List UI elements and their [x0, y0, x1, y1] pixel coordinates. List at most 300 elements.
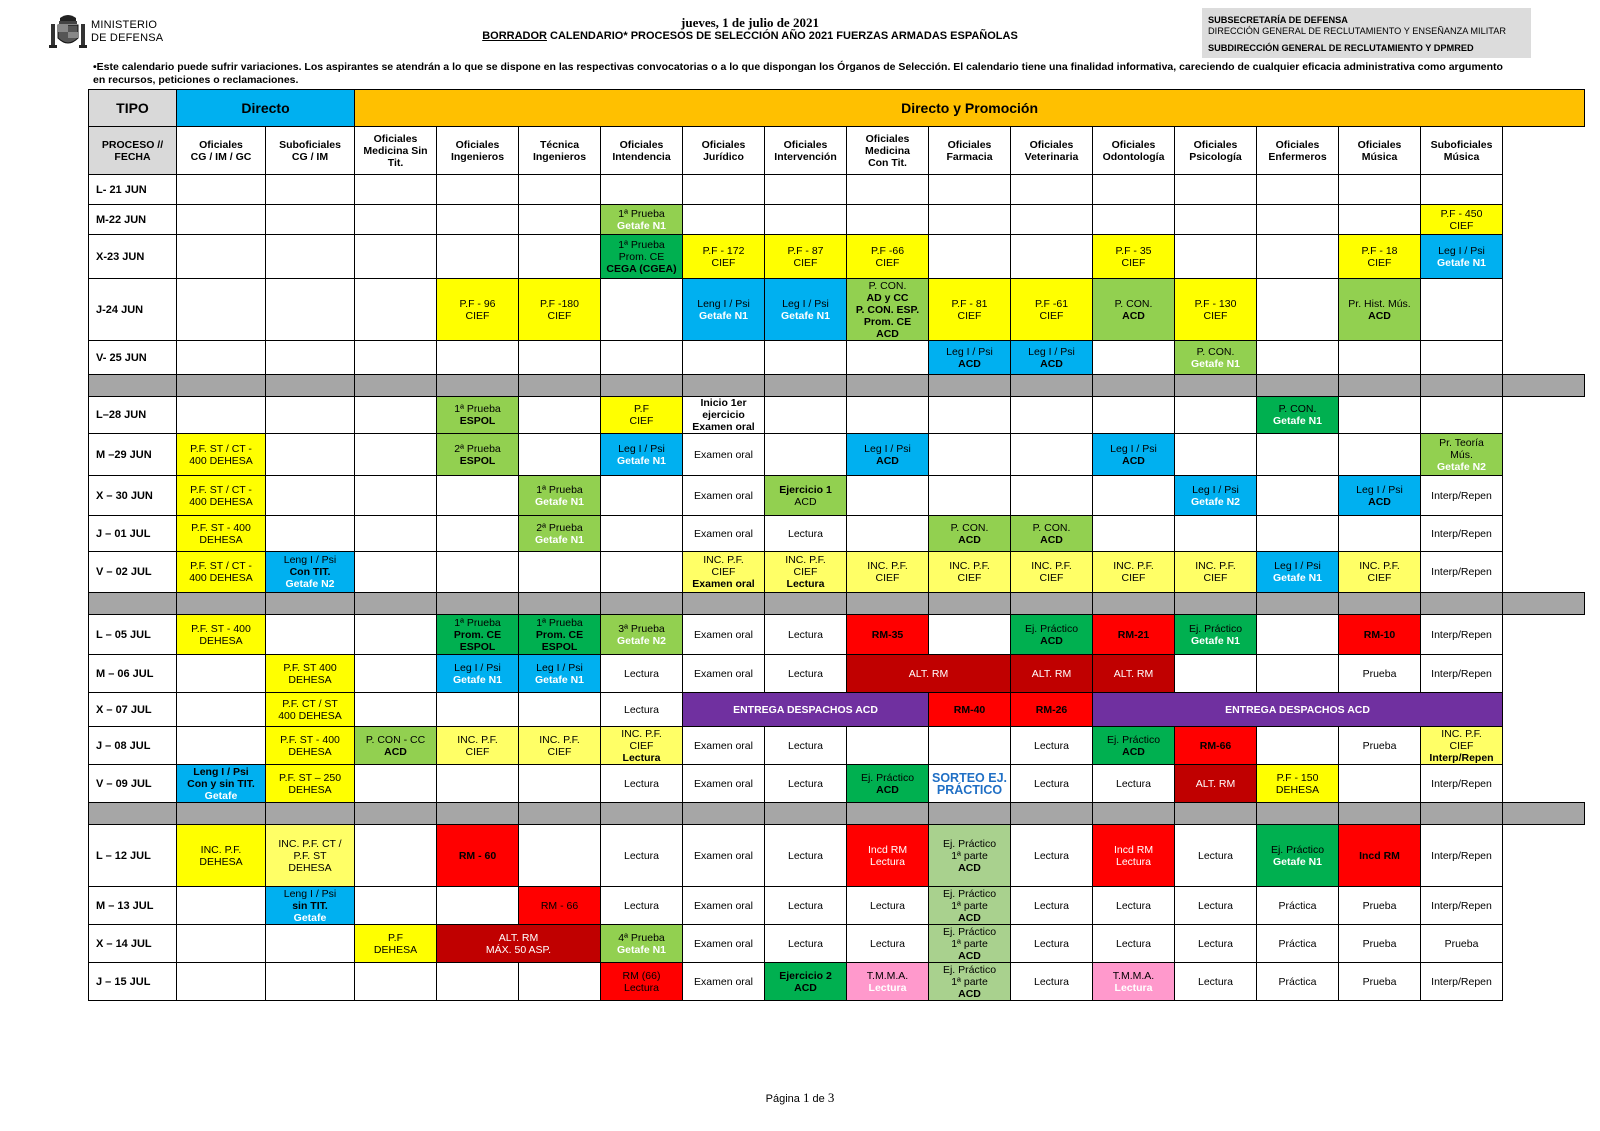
table-cell [1093, 205, 1175, 235]
table-cell [1011, 476, 1093, 516]
cell-line: Interp/Repen [1431, 849, 1492, 862]
date-cell [89, 925, 177, 963]
cell-line: P.F. ST 400 [283, 661, 337, 674]
cell-line: ACD [1040, 634, 1063, 647]
table-cell [1175, 235, 1257, 279]
cell-line: Examen oral [694, 527, 753, 540]
separator-cell [1339, 375, 1421, 397]
cell-line: CIEF [1121, 572, 1146, 584]
cell-line: ACD [958, 949, 981, 962]
cell-line: PRÁCTICO [936, 782, 1003, 797]
table-cell [1339, 434, 1421, 476]
cell-line: 3ª Prueba [618, 622, 665, 635]
cell-line: CIEF [711, 256, 736, 269]
table-cell [683, 655, 765, 693]
table-row [89, 205, 1585, 235]
table-cell [1421, 341, 1503, 375]
table-cell [1257, 516, 1339, 552]
table-cell [929, 205, 1011, 235]
cell-line: P.F. ST - 400 [191, 622, 251, 635]
cell-line: AD y CC [866, 291, 909, 304]
table-cell [1339, 615, 1421, 655]
table-cell [355, 341, 437, 375]
date-cell [89, 235, 177, 279]
cell-line: Ej. Práctico [1024, 622, 1079, 635]
table-cell [1339, 963, 1421, 1001]
cell-line: Getafe N1 [1191, 357, 1241, 370]
cell-line: Examen oral [692, 578, 755, 590]
cell-line: ACD [1040, 533, 1063, 546]
separator-cell [1421, 803, 1503, 825]
cell-line: Examen oral [694, 448, 753, 461]
cell-line: Oficiales [619, 138, 664, 151]
table-cell [683, 279, 765, 341]
cell-line: 1ª parte [951, 975, 988, 988]
table-cell [847, 615, 929, 655]
cell-line: P.F - 35 [1115, 244, 1152, 257]
table-cell [1257, 235, 1339, 279]
document-title [300, 30, 1200, 42]
table-cell [1093, 476, 1175, 516]
cell-line: P.F. ST – 250 [278, 771, 342, 784]
cell-line: 1ª Prueba [618, 238, 665, 251]
table-row [89, 963, 1585, 1001]
cell-line: Leg I / Psi [946, 345, 993, 358]
table-cell [266, 925, 355, 963]
cell-line: Leg I / Psi [618, 442, 665, 455]
cell-line: Intervención [774, 150, 837, 163]
cell-line: INC. P.F. [621, 727, 662, 740]
table-cell [1011, 279, 1093, 341]
cell-line: INC. P.F. [457, 733, 498, 746]
cell-line: Interp/Repen [1431, 667, 1492, 680]
cell-line: CG / IM [291, 150, 329, 163]
cell-line: INC. P.F. CT / [278, 837, 342, 850]
table-cell [437, 279, 519, 341]
cell-line: Lectura [1198, 899, 1234, 912]
table-cell [1339, 516, 1421, 552]
table-cell [177, 434, 266, 476]
table-cell [1257, 341, 1339, 375]
table-cell [929, 825, 1011, 887]
table-cell [519, 693, 601, 727]
table-cell [683, 127, 765, 175]
cell-line: Oficiales [199, 138, 243, 151]
cell-line: Suboficiales [279, 138, 341, 151]
cell-line: 1ª Prueba [454, 616, 501, 629]
table-cell [1257, 925, 1339, 963]
cell-line: Getafe N1 [781, 309, 831, 322]
table-cell [437, 825, 519, 887]
table-cell [266, 516, 355, 552]
cell-line: P.F. ST / CT - [190, 560, 252, 572]
cell-line: RM (66) [622, 969, 661, 982]
cell-line: M – 06 JUL [96, 667, 154, 680]
table-cell [1011, 925, 1093, 963]
table-cell [437, 727, 519, 765]
cell-line: ALT. RM [908, 667, 949, 680]
table-cell [437, 397, 519, 434]
table-cell [519, 127, 601, 175]
cell-line: ACD [1368, 495, 1391, 508]
table-cell [266, 434, 355, 476]
cell-line: Getafe N1 [1273, 415, 1323, 427]
cell-line: ENTREGA DESPACHOS ACD [733, 703, 878, 716]
cell-line: RM-10 [1363, 628, 1396, 641]
cell-line: V – 09 JUL [96, 777, 152, 790]
cell-line: Examen oral [694, 628, 753, 641]
cell-line: Prom. CE [618, 250, 665, 263]
date-cell [89, 887, 177, 925]
table-cell [519, 655, 601, 693]
cell-line: Oficiales [1029, 138, 1074, 151]
table-cell [177, 397, 266, 434]
cell-line: P.F - 81 [951, 297, 988, 310]
table-cell [601, 127, 683, 175]
table-cell [437, 963, 519, 1001]
separator-cell [437, 593, 519, 615]
cell-line: Ingenieros [532, 150, 587, 163]
table-cell [1011, 341, 1093, 375]
cell-line: Lectura [1034, 739, 1070, 752]
date-cell [89, 127, 177, 175]
cell-line: MÁX. 50 ASP. [485, 943, 552, 956]
cell-line: P. CON. [868, 279, 907, 292]
table-cell [437, 235, 519, 279]
cell-line: ACD [876, 783, 899, 796]
cell-line: RM-35 [871, 628, 904, 641]
table-cell [437, 205, 519, 235]
date-cell [89, 727, 177, 765]
table-cell [519, 434, 601, 476]
table-cell [1421, 127, 1503, 175]
cell-line: DEHESA [288, 783, 332, 796]
cell-line: Getafe N2 [1191, 495, 1241, 508]
date-cell [89, 825, 177, 887]
cell-line: CIEF [1039, 309, 1064, 322]
table-cell [266, 341, 355, 375]
cell-line: Prom. CE [453, 628, 502, 641]
cell-line: RM - 66 [540, 899, 579, 912]
separator-cell [683, 593, 765, 615]
table-cell [847, 397, 929, 434]
cell-line: P. CON. [1278, 403, 1317, 415]
cell-line: INC. P.F. [785, 554, 826, 566]
table-cell [765, 615, 847, 655]
table-cell [266, 235, 355, 279]
cell-line: DEHESA [199, 533, 243, 546]
selection-schedule-table [88, 89, 1585, 1001]
cell-line: P. CON. [1196, 345, 1235, 358]
table-cell [519, 615, 601, 655]
table-cell [847, 175, 929, 205]
separator-cell [266, 803, 355, 825]
cell-line: RM-66 [1199, 739, 1232, 752]
table-cell [765, 765, 847, 803]
cell-line: Tit. [387, 156, 404, 169]
table-row [89, 516, 1585, 552]
cell-line: L – 05 JUL [96, 628, 151, 641]
cell-line: INC. P.F. [1359, 560, 1400, 572]
cell-line: Getafe N1 [699, 309, 749, 322]
cell-line: Getafe N2 [617, 634, 667, 647]
table-cell [1011, 655, 1093, 693]
table-cell [1257, 727, 1339, 765]
cell-line: Leg I / Psi [1274, 560, 1321, 572]
separator-cell [437, 375, 519, 397]
table-cell [601, 925, 683, 963]
table-cell [1339, 476, 1421, 516]
table-cell [1093, 963, 1175, 1001]
table-cell [1421, 887, 1503, 925]
table-cell [601, 615, 683, 655]
table-cell [1257, 476, 1339, 516]
cell-line: P. CON. [1114, 297, 1153, 310]
table-cell [177, 516, 266, 552]
cell-line: CIEF [793, 566, 818, 578]
separator-cell [519, 375, 601, 397]
cell-line: Psicología [1189, 150, 1242, 163]
cell-line: Ej. Práctico [1270, 843, 1325, 856]
cell-line: Oficiales [783, 138, 828, 151]
table-cell [1011, 205, 1093, 235]
table-cell [1093, 235, 1175, 279]
table-cell [683, 434, 765, 476]
cell-line: Lectura [622, 751, 661, 764]
date-cell [89, 552, 177, 593]
cell-line: Leng I / Psi [283, 887, 337, 900]
separator-cell [1011, 593, 1093, 615]
cell-line: J – 08 JUL [96, 739, 151, 752]
table-cell [683, 341, 765, 375]
table-cell [847, 341, 929, 375]
table-row [89, 434, 1585, 476]
cell-line: CIEF [1367, 572, 1392, 584]
table-cell [765, 552, 847, 593]
cell-line: P.F. ST - 400 [191, 521, 251, 534]
separator-cell [847, 803, 929, 825]
date-cell [89, 205, 177, 235]
table-cell [1339, 887, 1421, 925]
table-cell [355, 397, 437, 434]
cell-line: Oficiales [1193, 138, 1238, 151]
date-cell [89, 341, 177, 375]
separator-cell [1093, 375, 1175, 397]
table-cell [266, 963, 355, 1001]
table-cell [1093, 655, 1175, 693]
table-row [89, 693, 1585, 727]
cell-line: INC. P.F. [1441, 727, 1482, 740]
separator-cell [266, 593, 355, 615]
table-cell [1175, 279, 1257, 341]
table-cell [1257, 175, 1339, 205]
cell-line: Incd RM [1113, 843, 1154, 856]
table-cell [765, 235, 847, 279]
cell-line: Examen oral [694, 489, 753, 502]
table-cell [1257, 887, 1339, 925]
separator-cell [89, 375, 177, 397]
cell-line: Getafe N1 [1273, 572, 1323, 584]
table-cell [1175, 552, 1257, 593]
table-cell [355, 279, 437, 341]
cell-line: Lectura [788, 628, 824, 641]
table-cell [519, 175, 601, 205]
cell-line: Lectura [1198, 975, 1234, 988]
table-cell [519, 279, 601, 341]
table-cell [1339, 175, 1421, 205]
cell-line: INC. P.F. [1031, 560, 1072, 572]
table-cell [765, 175, 847, 205]
cell-line: Examen oral [694, 849, 753, 862]
cell-line: Ingenieros [450, 150, 505, 163]
table-cell [1421, 476, 1503, 516]
cell-line: Ej. Práctico [1188, 622, 1243, 635]
cell-line: ESPOL [541, 640, 578, 653]
cell-line: CIEF [1449, 219, 1474, 232]
cell-line: ALT. RM [1195, 777, 1236, 790]
table-cell [437, 655, 519, 693]
table-cell [177, 90, 355, 127]
cell-line: DEHESA [288, 673, 332, 686]
cell-line: Leng I / Psi [697, 297, 750, 310]
table-cell [266, 615, 355, 655]
table-cell [355, 727, 437, 765]
table-cell [266, 727, 355, 765]
table-cell [683, 516, 765, 552]
table-cell [1011, 175, 1093, 205]
separator-cell [601, 375, 683, 397]
separator-cell [1257, 593, 1339, 615]
cell-line: 1ª Prueba [618, 207, 665, 220]
cell-line: Interp/Repen [1431, 975, 1492, 988]
separator-cell [1503, 375, 1585, 397]
cell-line: Lectura [1034, 937, 1070, 950]
table-cell [177, 205, 266, 235]
cell-line: CIEF [957, 309, 982, 322]
table-cell [519, 727, 601, 765]
table-cell [437, 175, 519, 205]
separator-cell [519, 803, 601, 825]
table-cell [847, 516, 929, 552]
cell-line: PROCESO // [101, 138, 164, 151]
cell-line: Música [1361, 150, 1398, 163]
cell-line: Lectura [1034, 849, 1070, 862]
cell-line: P.F -66 [870, 244, 905, 257]
table-cell [1175, 925, 1257, 963]
separator-cell [847, 593, 929, 615]
table-cell [1011, 127, 1093, 175]
table-cell [683, 963, 765, 1001]
table-cell [437, 516, 519, 552]
cell-line: Leg I / Psi [454, 661, 501, 674]
table-row [89, 476, 1585, 516]
table-row [89, 552, 1585, 593]
cell-line: ACD [1040, 357, 1063, 370]
table-cell [437, 615, 519, 655]
table-cell [683, 765, 765, 803]
cell-line: P.F -61 [1034, 297, 1069, 310]
table-cell [683, 693, 929, 727]
table-cell [266, 887, 355, 925]
cell-line: L- 21 JUN [96, 183, 147, 196]
cell-line: ACD [876, 454, 899, 467]
table-row [89, 727, 1585, 765]
separator-cell [519, 593, 601, 615]
cell-line: Leg I / Psi [1028, 345, 1075, 358]
separator-cell [437, 803, 519, 825]
cell-line: CEGA (CGEA) [606, 262, 677, 275]
cell-line: Lectura [624, 777, 660, 790]
cell-line: Getafe N2 [1437, 460, 1487, 473]
cell-line: 400 DEHESA [189, 454, 253, 467]
table-cell [355, 90, 1585, 127]
cell-line: T.M.M.A. [866, 969, 909, 982]
table-cell [1257, 552, 1339, 593]
cell-line: P.F -180 [540, 297, 579, 310]
table-cell [1339, 727, 1421, 765]
table-cell [683, 925, 765, 963]
cell-line: Lectura [788, 937, 824, 950]
page-footer: Página 1 de 3 [765, 1090, 835, 1105]
date-cell [89, 615, 177, 655]
cell-line: Examen oral [694, 739, 753, 752]
table-cell [1175, 963, 1257, 1001]
table-cell [929, 397, 1011, 434]
cell-line: Getafe N1 [617, 219, 667, 232]
table-cell [1175, 341, 1257, 375]
table-cell [683, 825, 765, 887]
cell-line: Práctica [1278, 937, 1317, 950]
table-cell [1011, 963, 1093, 1001]
coat-of-arms-logo [48, 12, 88, 50]
table-cell [355, 963, 437, 1001]
cell-line: L–28 JUN [96, 409, 147, 421]
cell-line: Getafe [204, 789, 238, 802]
cell-line: Técnica [539, 138, 580, 151]
cell-line: ACD [1122, 309, 1145, 322]
cell-line: P.F - 450 [1440, 207, 1483, 220]
cell-line: Medicina Sin [363, 144, 428, 157]
cell-line: Getafe N1 [1191, 634, 1241, 647]
cell-line: P. CON. [1032, 521, 1071, 534]
table-cell [601, 279, 683, 341]
cell-line: Odontología [1102, 150, 1165, 163]
date-cell [89, 175, 177, 205]
cell-line: Prueba [1444, 937, 1479, 950]
cell-line: Getafe N1 [617, 943, 667, 956]
table-cell [437, 925, 601, 963]
cell-line: CG / IM / GC [190, 150, 252, 163]
table-cell [929, 175, 1011, 205]
separator-cell [355, 593, 437, 615]
table-cell [1093, 397, 1175, 434]
cell-line: P.F [634, 403, 649, 415]
table-cell [765, 727, 847, 765]
table-cell [1421, 175, 1503, 205]
cell-line: Interp/Repen [1431, 527, 1492, 540]
separator-cell [177, 375, 266, 397]
cell-line: DEHESA [1275, 783, 1320, 796]
table-cell [519, 516, 601, 552]
separator-row [89, 593, 1585, 615]
cell-line: 2ª Prueba [454, 442, 501, 455]
table-cell [1011, 516, 1093, 552]
cell-line: Oficiales [947, 138, 992, 151]
separator-cell [765, 803, 847, 825]
table-cell [177, 925, 266, 963]
table-cell [1011, 765, 1093, 803]
cell-line: CIEF [629, 739, 654, 752]
